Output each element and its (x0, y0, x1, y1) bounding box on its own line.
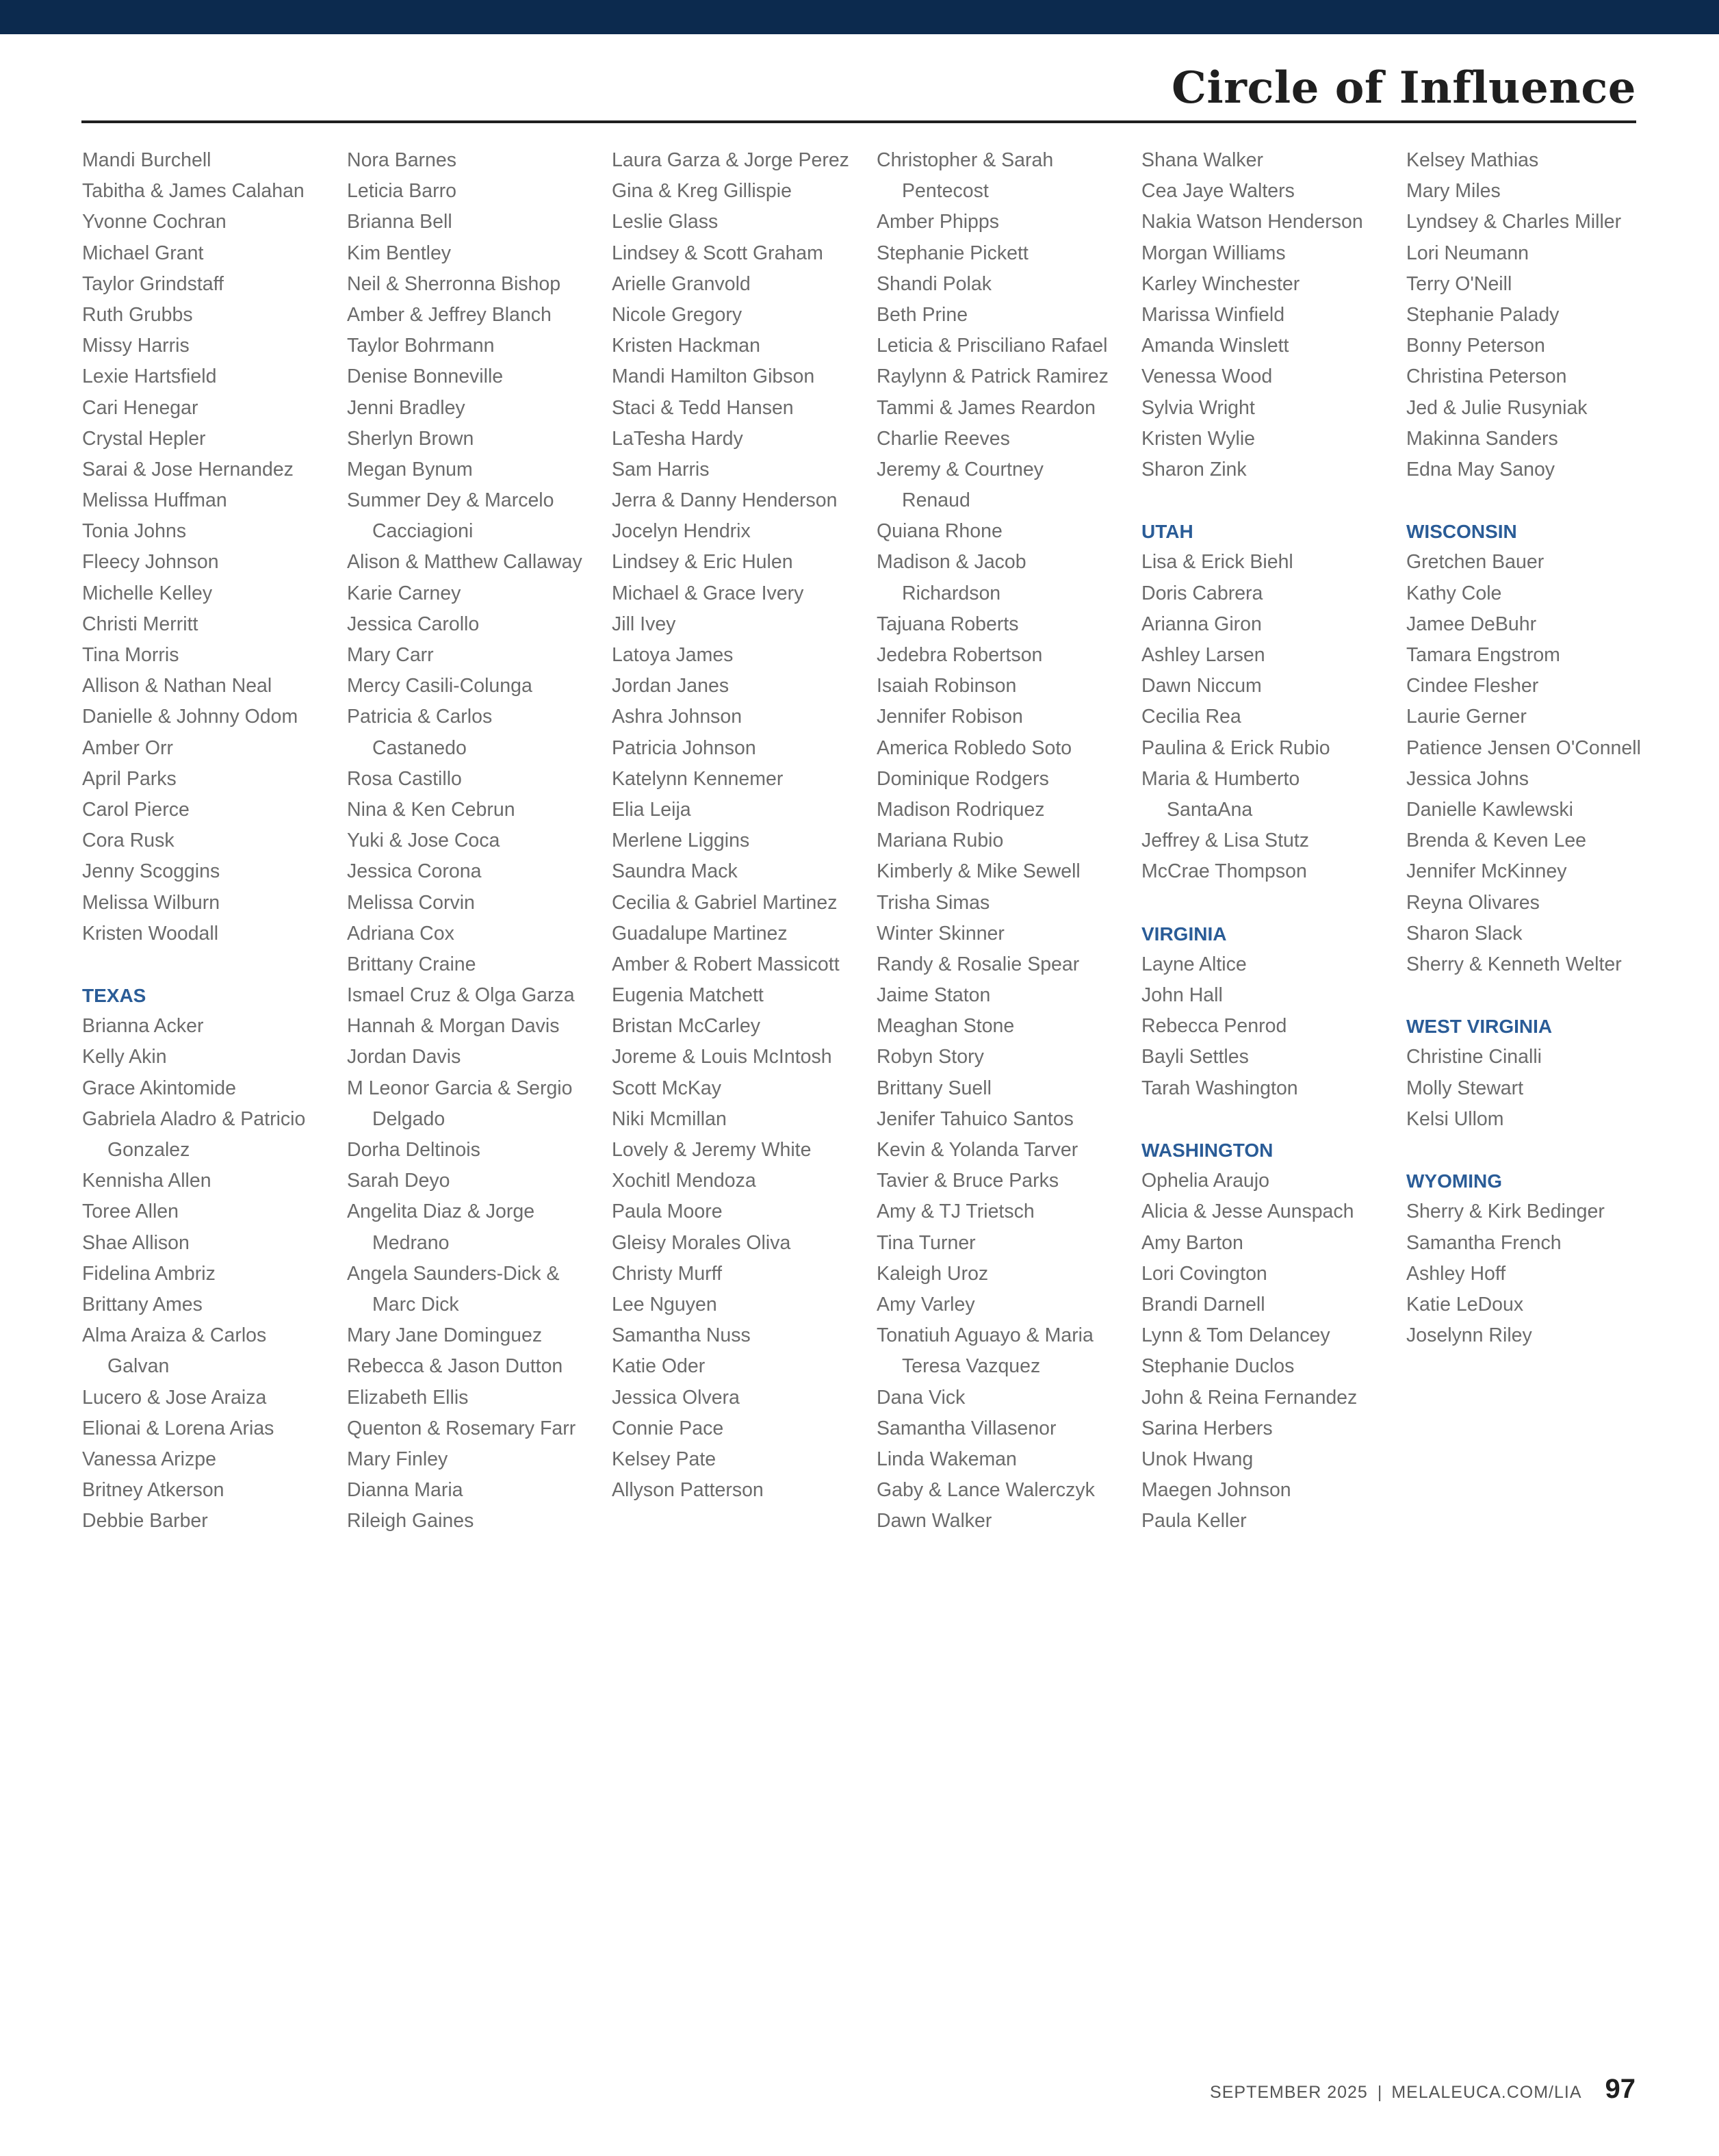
name-entry: Brittany Suell (877, 1077, 992, 1099)
name-entry: Brandi Darnell (1141, 1293, 1265, 1316)
name-entry: Venessa Wood (1141, 365, 1273, 388)
name-entry: Allison & Nathan Neal (82, 675, 272, 697)
name-entry: Ashra Johnson (612, 706, 742, 728)
name-entry: Quiana Rhone (877, 520, 1003, 543)
footer-separator: | (1377, 2083, 1382, 2102)
name-entry: Kelsey Mathias (1406, 149, 1539, 171)
name-entry: Robyn Story (877, 1046, 984, 1068)
name-entry: Jordan Davis (347, 1046, 461, 1068)
name-entry: Lee Nguyen (612, 1293, 717, 1316)
name-entry: Sam Harris (612, 458, 710, 480)
name-entry: Patience Jensen O'Connell (1406, 736, 1641, 759)
name-entry: Michael & Grace Ivery (612, 582, 804, 604)
name-entry: Christine Cinalli (1406, 1046, 1542, 1068)
name-entry-continued: Pentecost (902, 180, 989, 203)
name-entry: Laurie Gerner (1406, 706, 1527, 728)
name-entry: Cari Henegar (82, 396, 198, 419)
name-entry: Jamee DeBuhr (1406, 613, 1537, 635)
name-entry: Madison & Jacob (877, 551, 1026, 574)
name-column-6 (1406, 145, 1666, 1351)
name-entry: Jessica Carollo (347, 613, 480, 635)
name-entry: Paulina & Erick Rubio (1141, 736, 1330, 759)
name-entry: Shandi Polak (877, 272, 992, 295)
name-entry: America Robledo Soto (877, 736, 1072, 759)
name-entry: Danielle Kawlewski (1406, 798, 1573, 821)
name-entry: Jenni Bradley (347, 396, 465, 419)
name-entry: Amber & Jeffrey Blanch (347, 303, 552, 326)
name-column-4 (877, 145, 1137, 1537)
name-entry: Merlene Liggins (612, 830, 750, 852)
name-entry: Denise Bonneville (347, 365, 504, 388)
name-entry: Madison Rodriquez (877, 798, 1045, 821)
name-entry: Joreme & Louis McIntosh (612, 1046, 832, 1068)
name-entry: Jenifer Tahuico Santos (877, 1107, 1074, 1130)
name-entry-continued: Medrano (372, 1231, 450, 1254)
name-entry: Tonia Johns (82, 520, 187, 543)
name-entry: Megan Bynum (347, 458, 473, 480)
name-entry: Cindee Flesher (1406, 675, 1539, 697)
state-heading: WYOMING (1406, 1170, 1502, 1192)
name-entry: Fleecy Johnson (82, 551, 219, 574)
name-entry: Nicole Gregory (612, 303, 742, 326)
name-entry: Lindsey & Eric Hulen (612, 551, 793, 574)
name-entry: Michael Grant (82, 242, 204, 264)
name-entry: Layne Altice (1141, 953, 1247, 975)
name-entry: Jessica Corona (347, 860, 482, 883)
name-entry: Jenny Scoggins (82, 860, 220, 883)
name-entry: Cora Rusk (82, 830, 175, 852)
name-entry: Unok Hwang (1141, 1448, 1254, 1470)
name-entry: Gabriela Aladro & Patricio (82, 1107, 306, 1130)
name-entry-continued: Galvan (107, 1355, 170, 1378)
name-entry: Terry O'Neill (1406, 272, 1512, 295)
name-entry: Rebecca & Jason Dutton (347, 1355, 563, 1378)
name-entry: Jedebra Robertson (877, 644, 1043, 666)
state-heading: TEXAS (82, 985, 146, 1007)
state-heading: WISCONSIN (1406, 521, 1517, 543)
name-entry: Xochitl Mendoza (612, 1170, 756, 1192)
name-entry: Jennifer Robison (877, 706, 1023, 728)
name-entry: Gretchen Bauer (1406, 551, 1544, 574)
name-entry: Raylynn & Patrick Ramirez (877, 365, 1109, 388)
name-entry: Jaime Staton (877, 984, 991, 1007)
name-entry: April Parks (82, 767, 177, 790)
name-entry: Lyndsey & Charles Miller (1406, 211, 1622, 233)
name-entry: Reyna Olivares (1406, 891, 1540, 914)
name-entry: Cecilia Rea (1141, 706, 1241, 728)
name-entry: Tamara Engstrom (1406, 644, 1560, 666)
name-entry: Melissa Wilburn (82, 891, 220, 914)
name-entry: Katelynn Kennemer (612, 767, 784, 790)
name-entry: Leslie Glass (612, 211, 719, 233)
name-entry: Toree Allen (82, 1201, 179, 1223)
name-column-3 (612, 145, 872, 1506)
name-entry: Dianna Maria (347, 1479, 463, 1502)
name-entry: Nora Barnes (347, 149, 456, 171)
name-entry: John & Reina Fernandez (1141, 1386, 1358, 1409)
name-entry: Ismael Cruz & Olga Garza (347, 984, 575, 1007)
name-entry: Neil & Sherronna Bishop (347, 272, 561, 295)
name-entry: Ruth Grubbs (82, 303, 193, 326)
name-entry: Quenton & Rosemary Farr (347, 1417, 576, 1439)
name-entry: Brittany Craine (347, 953, 476, 975)
section-spacer (1406, 980, 1666, 1011)
name-entry: Amber Phipps (877, 211, 1000, 233)
name-entry-continued: Gonzalez (107, 1139, 190, 1161)
name-entry: Makinna Sanders (1406, 427, 1558, 450)
name-entry: Bonny Peterson (1406, 335, 1545, 357)
name-entry: Sherlyn Brown (347, 427, 474, 450)
name-entry: Amy Varley (877, 1293, 975, 1316)
page-title: Circle of Influence (1171, 62, 1636, 114)
name-entry: Gaby & Lance Walerczyk (877, 1479, 1095, 1502)
name-entry: Edna May Sanoy (1406, 458, 1555, 480)
name-entry: Lexie Hartsfield (82, 365, 217, 388)
name-entry: Kelly Akin (82, 1046, 167, 1068)
name-entry: Tavier & Bruce Parks (877, 1170, 1059, 1192)
name-entry: Leticia Barro (347, 180, 456, 203)
name-entry: Rosa Castillo (347, 767, 462, 790)
state-heading: WEST VIRGINIA (1406, 1016, 1553, 1038)
name-entry: Amanda Winslett (1141, 335, 1289, 357)
name-entry: Dawn Niccum (1141, 675, 1262, 697)
name-entry: Winter Skinner (877, 922, 1005, 945)
name-entry: Kimberly & Mike Sewell (877, 860, 1081, 883)
name-entry-continued: Renaud (902, 489, 970, 512)
name-entry-continued: Marc Dick (372, 1293, 459, 1316)
name-entry: Joselynn Riley (1406, 1324, 1532, 1347)
name-entry: Cea Jaye Walters (1141, 180, 1295, 203)
name-entry: Kelsey Pate (612, 1448, 716, 1470)
name-entry: Dorha Deltinois (347, 1139, 480, 1161)
name-entry: Alison & Matthew Callaway (347, 551, 582, 574)
name-entry: Guadalupe Martinez (612, 922, 788, 945)
section-spacer (82, 949, 342, 980)
section-spacer (1141, 485, 1401, 516)
name-entry: Tina Turner (877, 1231, 976, 1254)
name-entry: Sherry & Kirk Bedinger (1406, 1201, 1605, 1223)
name-entry: Jocelyn Hendrix (612, 520, 751, 543)
name-entry: Kelsi Ullom (1406, 1107, 1504, 1130)
name-entry: Mariana Rubio (877, 830, 1004, 852)
name-entry: Sarai & Jose Hernandez (82, 458, 294, 480)
name-entry: Katie Oder (612, 1355, 706, 1378)
name-entry-continued: Castanedo (372, 736, 467, 759)
name-entry: Christopher & Sarah (877, 149, 1054, 171)
name-entry: Samantha French (1406, 1231, 1562, 1254)
name-entry: Beth Prine (877, 303, 968, 326)
name-entry: Alicia & Jesse Aunspach (1141, 1201, 1354, 1223)
name-entry: Fidelina Ambriz (82, 1262, 216, 1285)
name-entry: Debbie Barber (82, 1510, 208, 1532)
name-entry-continued: Delgado (372, 1107, 445, 1130)
name-entry: Nina & Ken Cebrun (347, 798, 515, 821)
name-entry: Kaleigh Uroz (877, 1262, 989, 1285)
name-entry: Amy & TJ Trietsch (877, 1201, 1035, 1223)
name-entry: Mandi Hamilton Gibson (612, 365, 815, 388)
name-entry: Sylvia Wright (1141, 396, 1255, 419)
name-column-1 (82, 145, 342, 1537)
name-entry: Stephanie Pickett (877, 242, 1029, 264)
page-footer (1210, 2074, 1636, 2105)
page-number: 97 (1605, 2074, 1636, 2104)
name-entry: Missy Harris (82, 335, 190, 357)
name-entry: Laura Garza & Jorge Perez (612, 149, 849, 171)
state-heading: UTAH (1141, 521, 1193, 543)
name-entry: Bayli Settles (1141, 1046, 1249, 1068)
name-entry: Michelle Kelley (82, 582, 213, 604)
name-entry: Tina Morris (82, 644, 179, 666)
name-entry: Tabitha & James Calahan (82, 180, 305, 203)
name-entry: Mary Miles (1406, 180, 1501, 203)
name-entry: Maria & Humberto (1141, 767, 1300, 790)
name-entry: Linda Wakeman (877, 1448, 1017, 1470)
name-entry: Dominique Rodgers (877, 767, 1049, 790)
name-entry: Christina Peterson (1406, 365, 1567, 388)
name-entry: Paula Moore (612, 1201, 723, 1223)
name-entry: Gina & Kreg Gillispie (612, 180, 792, 203)
section-spacer (1406, 1135, 1666, 1166)
name-entry: Taylor Grindstaff (82, 272, 224, 295)
name-entry-continued: Teresa Vazquez (902, 1355, 1041, 1378)
name-entry: Patricia & Carlos (347, 706, 493, 728)
name-entry: Samantha Nuss (612, 1324, 751, 1347)
name-entry: Vanessa Arizpe (82, 1448, 216, 1470)
state-heading: WASHINGTON (1141, 1140, 1274, 1161)
name-entry: M Leonor Garcia & Sergio (347, 1077, 573, 1099)
name-entry: Allyson Patterson (612, 1479, 764, 1502)
name-entry: Christy Murff (612, 1262, 722, 1285)
name-entry: Mary Jane Dominguez (347, 1324, 543, 1347)
name-entry: Saundra Mack (612, 860, 738, 883)
name-entry: Dana Vick (877, 1386, 966, 1409)
name-entry: Jeremy & Courtney (877, 458, 1044, 480)
name-entry: Gleisy Morales Oliva (612, 1231, 791, 1254)
name-entry: Lori Covington (1141, 1262, 1267, 1285)
name-entry: Bristan McCarley (612, 1015, 760, 1038)
name-entry: Katie LeDoux (1406, 1293, 1524, 1316)
name-entry: Rileigh Gaines (347, 1510, 474, 1532)
name-entry: Sarina Herbers (1141, 1417, 1273, 1439)
name-entry: Ashley Hoff (1406, 1262, 1506, 1285)
name-entry: Molly Stewart (1406, 1077, 1524, 1099)
name-entry: McCrae Thompson (1141, 860, 1307, 883)
name-entry: Isaiah Robinson (877, 675, 1017, 697)
name-entry: LaTesha Hardy (612, 427, 743, 450)
name-entry: Latoya James (612, 644, 734, 666)
name-entry: Lisa & Erick Biehl (1141, 551, 1293, 574)
name-entry: Carol Pierce (82, 798, 190, 821)
title-divider (81, 120, 1636, 123)
name-entry: Elionai & Lorena Arias (82, 1417, 274, 1439)
name-entry-continued: Richardson (902, 582, 1001, 604)
name-entry: Kristen Woodall (82, 922, 219, 945)
name-entry: Melissa Corvin (347, 891, 475, 914)
name-entry: Mandi Burchell (82, 149, 211, 171)
name-entry: Charlie Reeves (877, 427, 1010, 450)
name-entry: Tonatiuh Aguayo & Maria (877, 1324, 1094, 1347)
name-entry: Nakia Watson Henderson (1141, 211, 1363, 233)
section-spacer (1406, 485, 1666, 516)
name-entry: Paula Keller (1141, 1510, 1247, 1532)
name-entry: Crystal Hepler (82, 427, 206, 450)
name-entry: Rebecca Penrod (1141, 1015, 1287, 1038)
name-entry: Shae Allison (82, 1231, 190, 1254)
name-entry: Kristen Wylie (1141, 427, 1256, 450)
name-entry: Sharon Zink (1141, 458, 1247, 480)
top-color-bar (0, 0, 1719, 34)
name-entry: Jed & Julie Rusyniak (1406, 396, 1588, 419)
name-column-5 (1141, 145, 1401, 1537)
name-entry: Arielle Granvold (612, 272, 751, 295)
name-entry: Adriana Cox (347, 922, 454, 945)
section-spacer (1141, 1104, 1401, 1135)
state-heading: VIRGINIA (1141, 923, 1227, 945)
name-entry: Leticia & Prisciliano Rafael (877, 335, 1108, 357)
name-entry: Danielle & Johnny Odom (82, 706, 298, 728)
name-entry: Yvonne Cochran (82, 211, 227, 233)
name-entry: Arianna Giron (1141, 613, 1262, 635)
name-entry: Staci & Tedd Hansen (612, 396, 794, 419)
name-entry: Ophelia Araujo (1141, 1170, 1269, 1192)
name-entry: John Hall (1141, 984, 1223, 1007)
name-entry: Tammi & James Reardon (877, 396, 1096, 419)
section-spacer (1141, 888, 1401, 919)
name-entry: Britney Atkerson (82, 1479, 224, 1502)
name-entry: Kim Bentley (347, 242, 452, 264)
name-entry: Patricia Johnson (612, 736, 756, 759)
name-entry: Jeffrey & Lisa Stutz (1141, 830, 1310, 852)
name-entry: Maegen Johnson (1141, 1479, 1291, 1502)
name-entry: Brenda & Keven Lee (1406, 830, 1587, 852)
name-entry: Mary Finley (347, 1448, 448, 1470)
name-entry: Cecilia & Gabriel Martinez (612, 891, 838, 914)
name-entry: Dawn Walker (877, 1510, 992, 1532)
name-entry: Karie Carney (347, 582, 461, 604)
name-entry: Christi Merritt (82, 613, 198, 635)
name-entry: Alma Araiza & Carlos (82, 1324, 267, 1347)
name-entry: Amber Orr (82, 736, 174, 759)
name-entry: Jennifer McKinney (1406, 860, 1567, 883)
name-entry: Yuki & Jose Coca (347, 830, 500, 852)
name-entry: Jessica Olvera (612, 1386, 740, 1409)
name-entry: Lindsey & Scott Graham (612, 242, 823, 264)
name-entry: Brianna Bell (347, 211, 452, 233)
name-entry: Ashley Larsen (1141, 644, 1265, 666)
name-entry: Karley Winchester (1141, 272, 1300, 295)
name-entry: Lucero & Jose Araiza (82, 1386, 267, 1409)
name-entry: Eugenia Matchett (612, 984, 764, 1007)
name-entry: Kevin & Yolanda Tarver (877, 1139, 1078, 1161)
name-entry: Jill Ivey (612, 613, 676, 635)
name-entry: Marissa Winfield (1141, 303, 1285, 326)
name-entry: Elia Leija (612, 798, 691, 821)
name-entry: Taylor Bohrmann (347, 335, 495, 357)
name-entry: Grace Akintomide (82, 1077, 236, 1099)
name-entry: Elizabeth Ellis (347, 1386, 469, 1409)
name-entry: Niki Mcmillan (612, 1107, 727, 1130)
name-entry: Angela Saunders-Dick & (347, 1262, 560, 1285)
name-entry: Randy & Rosalie Spear (877, 953, 1080, 975)
name-entry: Brianna Acker (82, 1015, 204, 1038)
name-entry: Sherry & Kenneth Welter (1406, 953, 1622, 975)
name-entry: Amy Barton (1141, 1231, 1243, 1254)
name-entry: Summer Dey & Marcelo (347, 489, 554, 512)
name-entry: Stephanie Palady (1406, 303, 1560, 326)
name-entry: Samantha Villasenor (877, 1417, 1057, 1439)
name-entry: Tajuana Roberts (877, 613, 1019, 635)
name-entry: Angelita Diaz & Jorge (347, 1201, 535, 1223)
name-entry: Mary Carr (347, 644, 434, 666)
name-entry: Jessica Johns (1406, 767, 1529, 790)
name-entry: Mercy Casili-Colunga (347, 675, 532, 697)
name-entry: Jerra & Danny Henderson (612, 489, 838, 512)
name-entry: Doris Cabrera (1141, 582, 1263, 604)
footer-issue-date: SEPTEMBER 2025 (1210, 2083, 1368, 2102)
name-entry: Meaghan Stone (877, 1015, 1015, 1038)
name-column-2 (347, 145, 607, 1537)
name-entry: Morgan Williams (1141, 242, 1286, 264)
name-entry: Tarah Washington (1141, 1077, 1298, 1099)
name-entry-continued: Cacciagioni (372, 520, 474, 543)
name-entry: Connie Pace (612, 1417, 724, 1439)
name-entry: Lynn & Tom Delancey (1141, 1324, 1330, 1347)
name-entry: Kennisha Allen (82, 1170, 211, 1192)
name-entry: Shana Walker (1141, 149, 1263, 171)
name-entry: Sharon Slack (1406, 922, 1523, 945)
name-entry: Kathy Cole (1406, 582, 1502, 604)
name-entry: Stephanie Duclos (1141, 1355, 1295, 1378)
footer-website: MELALEUCA.COM/LIA (1391, 2083, 1582, 2102)
name-entry: Trisha Simas (877, 891, 990, 914)
name-entry: Sarah Deyo (347, 1170, 450, 1192)
name-entry: Lovely & Jeremy White (612, 1139, 812, 1161)
name-entry: Lori Neumann (1406, 242, 1529, 264)
name-entry: Brittany Ames (82, 1293, 203, 1316)
name-entry: Kristen Hackman (612, 335, 760, 357)
name-entry: Melissa Huffman (82, 489, 227, 512)
name-entry: Amber & Robert Massicott (612, 953, 840, 975)
name-entry: Jordan Janes (612, 675, 729, 697)
name-entry-continued: SantaAna (1167, 798, 1253, 821)
name-entry: Scott McKay (612, 1077, 721, 1099)
name-entry: Hannah & Morgan Davis (347, 1015, 560, 1038)
